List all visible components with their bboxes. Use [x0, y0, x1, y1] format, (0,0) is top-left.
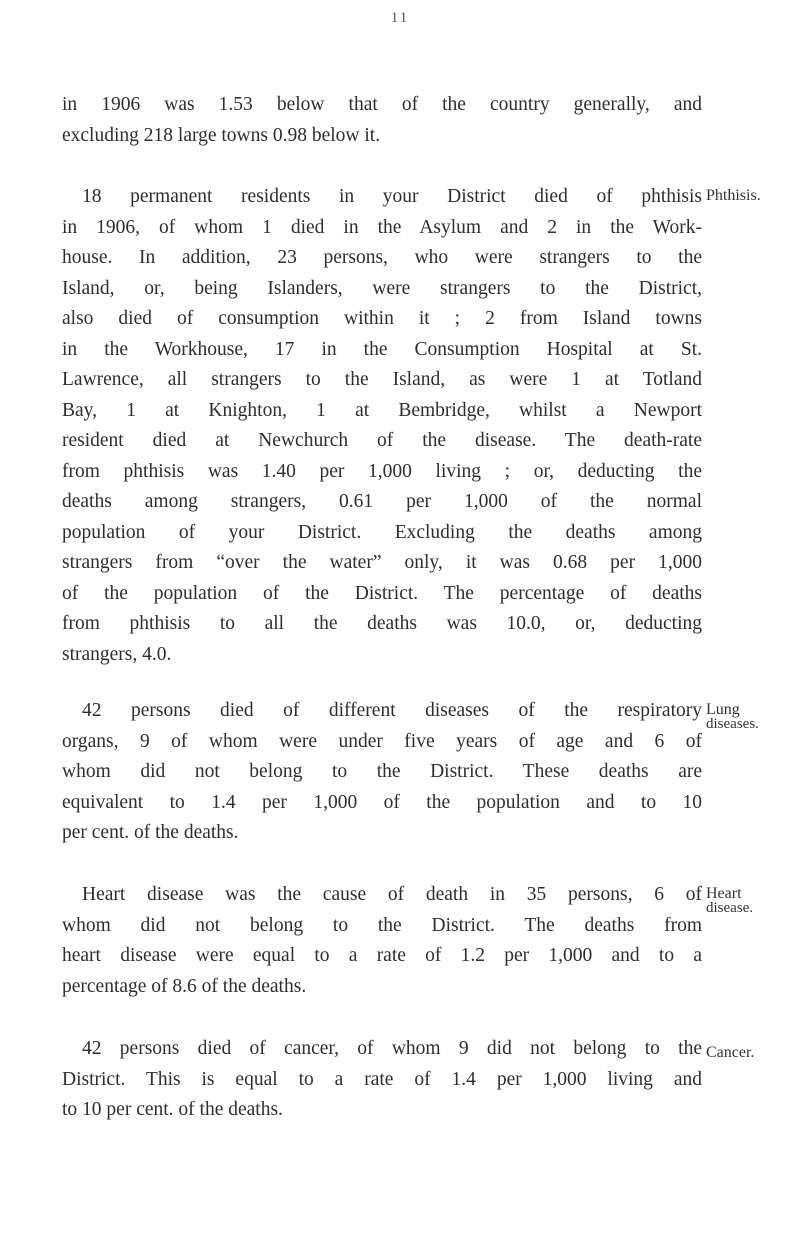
paragraph-lung-diseases — [62, 696, 702, 849]
margin-note-text: Cancer. — [706, 1044, 755, 1061]
margin-note-lung-diseases — [706, 703, 800, 731]
text-line: Lawrence, all strangers to the Island, as were 1 at Totland — [62, 369, 702, 390]
text-line: strangers from “over the water” only, it was 0.68 per 1,000 — [62, 552, 702, 573]
text-line: population of your District. Excluding the deaths among — [62, 521, 702, 543]
margin-note-phthisis — [706, 189, 800, 203]
text-line: organs, 9 of whom were under five years of age and 6 of — [62, 730, 702, 752]
text-line: excluding 218 large towns 0.98 below it. — [62, 124, 381, 146]
text-line: 42 persons died of cancer, of whom 9 did not belong to the — [82, 1038, 702, 1059]
paragraph-cancer — [62, 1034, 702, 1126]
text-line: strangers, 4.0. — [62, 643, 172, 665]
text-line: in 1906, of whom 1 died in the Asylum and 2 in the Work- — [62, 216, 702, 238]
text-line: resident died at Newchurch of the disease. The death-rate — [62, 430, 702, 451]
margin-note-heart-disease — [706, 887, 800, 915]
text-line: percentage of 8.6 of the deaths. — [62, 975, 307, 997]
text-line: District. This is equal to a rate of 1.4 per 1,000 living and — [62, 1068, 702, 1090]
text-line: in 1906 was 1.53 below that of the country generally, and — [62, 94, 702, 115]
text-line: from phthisis to all the deaths was 10.0, or, deducting — [62, 613, 702, 634]
text-line: in the Workhouse, 17 in the Consumption Hospital at St. — [62, 338, 702, 360]
margin-note-text: Phthisis. — [706, 187, 761, 204]
text-line: from phthisis was 1.40 per 1,000 living ; or, deducting the — [62, 460, 702, 482]
margin-note-text: disease. — [706, 900, 754, 916]
text-line: 18 permanent residents in your District died of phthisis — [82, 186, 702, 207]
text-line: also died of consumption within it ; 2 from Island towns — [62, 308, 702, 329]
text-line: per cent. of the deaths. — [62, 822, 239, 843]
paragraph-heart-disease — [62, 880, 702, 1002]
margin-note-text: Heart — [706, 885, 742, 902]
text-line: equivalent to 1.4 per 1,000 of the population and to 10 — [62, 791, 702, 813]
text-line: house. In addition, 23 persons, who were strangers to the — [62, 247, 702, 268]
margin-note-cancer — [706, 1046, 800, 1060]
text-line: deaths among strangers, 0.61 per 1,000 of the normal — [62, 491, 702, 512]
text-line: whom did not belong to the District. These deaths are — [62, 761, 702, 782]
paragraph-continuation — [62, 90, 702, 151]
text-line: Island, or, being Islanders, were strangers to the District, — [62, 277, 702, 299]
text-line: heart disease were equal to a rate of 1.2 per 1,000 and to a — [62, 945, 702, 966]
text-line: Bay, 1 at Knighton, 1 at Bembridge, whilst a Newport — [62, 399, 702, 421]
text-line: of the population of the District. The percentage of deaths — [62, 582, 702, 604]
text-line: Heart disease was the cause of death in 35 persons, 6 of — [82, 884, 702, 905]
margin-note-text: diseases. — [706, 716, 759, 732]
margin-note-text: Lung — [706, 701, 740, 718]
page-number: 11 — [390, 10, 410, 26]
text-line: 42 persons died of different diseases of the respiratory — [82, 700, 702, 721]
paragraph-phthisis — [62, 182, 702, 670]
text-line: whom did not belong to the District. The deaths from — [62, 914, 702, 936]
text-line: to 10 per cent. of the deaths. — [62, 1099, 283, 1120]
